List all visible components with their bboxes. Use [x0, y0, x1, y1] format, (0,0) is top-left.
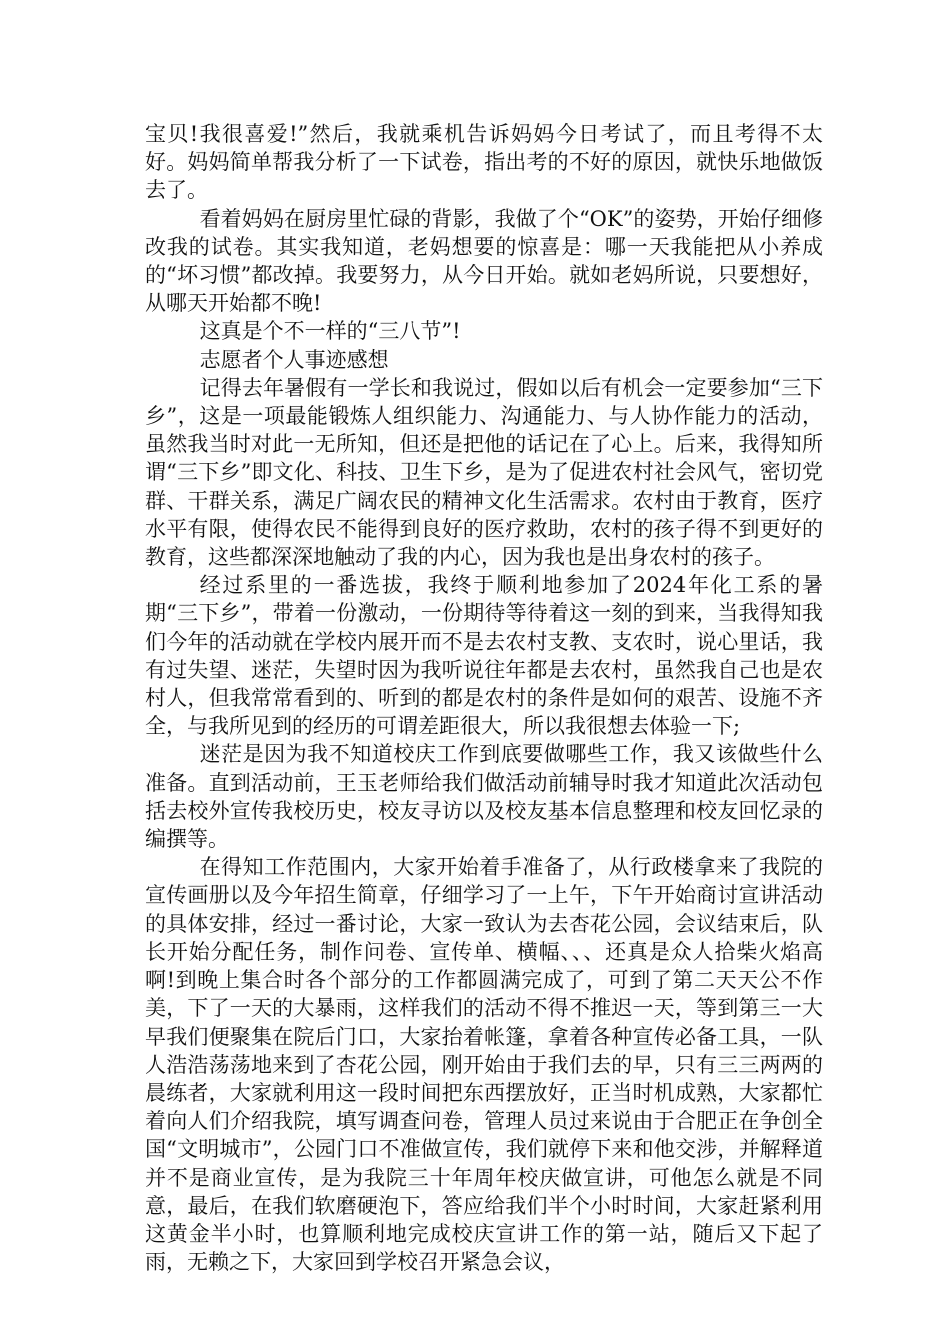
- paragraph: 这真是个不一样的“三八节”!: [199, 319, 461, 344]
- paragraph: 经过系里的一番选拔，我终于顺利地参加了2024年化工系的暑期“三下乡”，带着一份激动，一份期待等待着这一刻的到来，当我得知我们今年的活动就在学校内展开而不是去农村支教、支农时，说心里话，我有过失望、迷茫，失望时因为我听说往年都是去农村，虽然我自己也是农村人，但我常常看到的、听到的都是农村的条件是如何的艰苦、设施不齐全，与我所见到的经历的可谓差距很大，所以我很想去体验一下;: [145, 573, 823, 739]
- paragraph: 迷茫是因为我不知道校庆工作到底要做哪些工作，我又该做些什么准备。直到活动前，王玉老师给我们做活动前辅导时我才知道此次活动包括去校外宣传我校历史，校友寻访以及校友基本信息整理和校友回忆录的编撰等。: [145, 742, 823, 852]
- document-body: [145, 120, 823, 1276]
- section-title: 志愿者个人事迹感想: [199, 347, 389, 372]
- paragraph: 看着妈妈在厨房里忙碌的背影，我做了个“OK”的姿势，开始仔细修改我的试卷。其实我知道，老妈想要的惊喜是：哪一天我能把从小养成的“坏习惯”都改掉。我要努力，从今日开始。就如老妈所说，只要想好，从哪天开始都不晚!: [145, 206, 823, 316]
- paragraph: 记得去年暑假有一学长和我说过，假如以后有机会一定要参加“三下乡”，这是一项最能锻炼人组织能力、沟通能力、与人协作能力的活动，虽然我当时对此一无所知，但还是把他的话记在了心上。后来，我得知所谓“三下乡”即文化、科技、卫生下乡，是为了促进农村社会风气，密切党群、干群关系，满足广阔农民的精神文化生活需求。农村由于教育，医疗水平有限，使得农民不能得到良好的医疗救助，农村的孩子得不到更好的教育，这些都深深地触动了我的内心，因为我也是出身农村的孩子。: [145, 375, 823, 570]
- paragraph: 宝贝!我很喜爱!”然后，我就乘机告诉妈妈今日考试了，而且考得不太好。妈妈简单帮我分析了一下试卷，指出考的不好的原因，就快乐地做饭去了。: [145, 122, 823, 203]
- paragraph: 在得知工作范围内，大家开始着手准备了，从行政楼拿来了我院的宣传画册以及今年招生简章，仔细学习了一上午，下午开始商讨宣讲活动的具体安排，经过一番讨论，大家一致认为去杏花公园，会议结束后，队长开始分配任务，制作问卷、宣传单、横幅、、、还真是众人拾柴火焰高啊!到晚上集合时各个部分的工作都圆满完成了，可到了第二天天公不作美，下了一天的大暴雨，这样我们的活动不得不推迟一天，等到第三一大早我们便聚集在院后门口，大家抬着帐篷，拿着各种宣传必备工具，一队人浩浩荡荡地来到了杏花公园，刚开始由于我们去的早，只有三三两两的晨练者，大家就利用这一段时间把东西摆放好，正当时机成熟，大家都忙着向人们介绍我院，填写调查问卷，管理人员过来说由于合肥正在争创全国“文明城市”，公园门口不准做宣传，我们就停下来和他交涉，并解释道并不是商业宣传，是为我院三十年周年校庆做宣讲，可他怎么就是不同意，最后，在我们软磨硬泡下，答应给我们半个小时时间，大家赶紧利用这黄金半小时，也算顺利地完成校庆宣讲工作的第一站，随后又下起了雨，无赖之下，大家回到学校召开紧急会议，: [145, 855, 823, 1275]
